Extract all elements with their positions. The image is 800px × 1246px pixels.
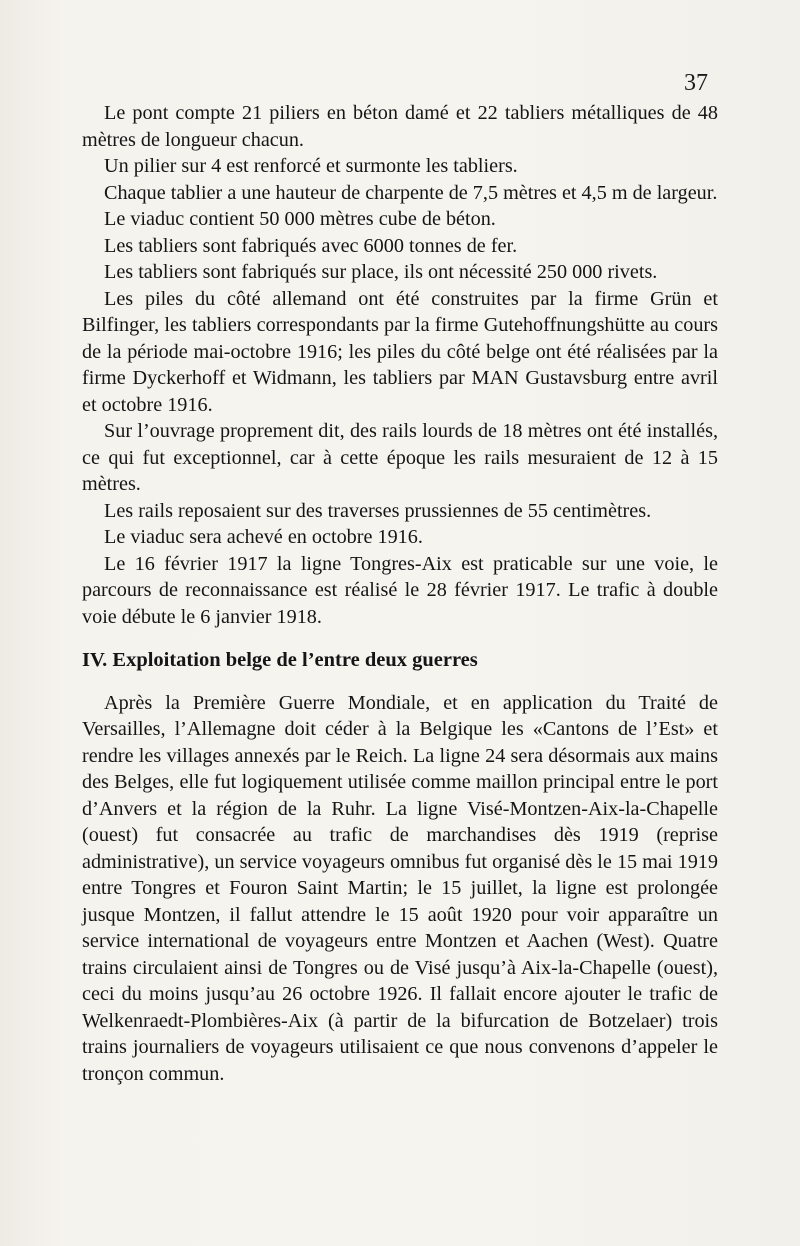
paragraph: Les tabliers sont fabriqués sur place, ils ont nécessité 250 000 rivets. — [104, 261, 658, 283]
paragraph: Chaque tablier a une hauteur de charpente de 7,5 mètres et 4,5 m de largeur. — [104, 181, 718, 204]
paragraph: Un pilier sur 4 est renforcé et surmonte les tabliers. — [104, 155, 518, 177]
paragraph: Sur l’ouvrage proprement dit, des rails lourds de 18 mètres ont été installés, ce qui fut exceptionnel, car à cette époque les rails mesuraient de 12 à 15 mètres. — [82, 420, 718, 495]
paragraph: Le viaduc contient 50 000 mètres cube de béton. — [104, 208, 496, 230]
paragraph: Les tabliers sont fabriqués avec 6000 tonnes de fer. — [104, 234, 518, 257]
paragraph: Les rails reposaient sur des traverses prussiennes de 55 centimètres. — [104, 499, 652, 522]
section-heading: IV. Exploitation belge de l’entre deux guerres — [82, 649, 478, 671]
paragraph: Le 16 février 1917 la ligne Tongres-Aix est praticable sur une voie, le parcours de reconnaissance est réalisé le 28 février 1917. Le trafic à double voie débute le 6 janvier 1918. — [82, 552, 718, 628]
paragraph: Le viaduc sera achevé en octobre 1916. — [104, 526, 423, 548]
section-paragraph: Après la Première Guerre Mondiale, et en application du Traité de Versailles, l’Allemagne doit céder à la Belgique les «Cantons de l’Est» et rendre les villages annexés par le Reich. La ligne 24 sera désormais aux mains des Belges, elle fut logiquement utilisée comme maillon principal entre le port d’Anvers et la région de la Ruhr. La ligne Visé-Montzen-Aix-la-Chapelle (ouest) fut consacrée au trafic de marchandises dès 1919 (reprise administrative), un service voyageurs omnibus fut organisé dès le 15 mai 1919 entre Tongres et Fouron Saint Martin; le 15 juillet, la ligne est prolongée jusque Montzen, il fallut attendre le 15 août 1920 pour voir apparaître un service international de voyageurs entre Montzen et Aachen (West). Quatre trains circulaient ainsi de Tongres ou de Visé jusqu’à Aix-la-Chapelle (ouest), ceci du moins jusqu’au 26 octobre 1926. Il fallait encore ajouter le trafic de Welkenraedt-Plombières-Aix (à partir de la bifurcation de Botzelaer) trois trains journaliers de voyageurs utilisaient ce que nous convenons d’appeler le tronçon commun. — [82, 691, 718, 1085]
page-number: 37 — [684, 70, 708, 96]
paragraph: Les piles du côté allemand ont été construites par la firme Grün et Bilfinger, les tabliers correspondants par la firme Gutehoffnungshütte au cours de la période mai-octobre 1916; les piles du côté belge ont été réalisées par la firme Dyckerhoff et Widmann, les tabliers par MAN Gustavsburg entre avril et octobre 1916. — [82, 287, 718, 416]
body-text — [82, 100, 718, 1087]
paragraph: Le pont compte 21 piliers en béton damé et 22 tabliers métalliques de 48 mètres de longueur chacun. — [82, 102, 718, 151]
